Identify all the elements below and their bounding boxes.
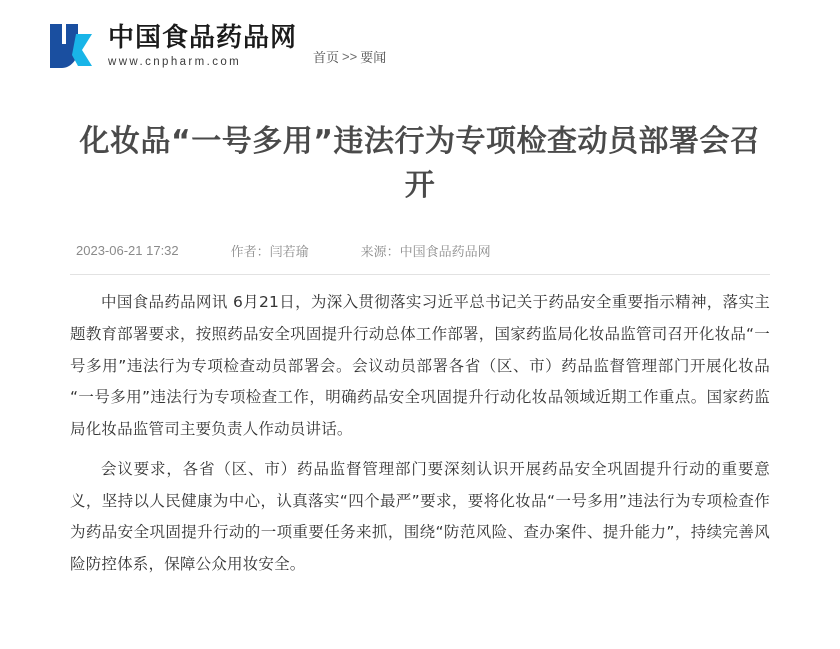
article-meta xyxy=(70,241,770,260)
article-paragraph: 中国食品药品网讯 6月21日，为深入贯彻落实习近平总书记关于药品安全重要指示精神，落实主题教育部署要求，按照药品安全巩固提升行动总体工作部署，国家药监局化妆品监管司召开化妆品“一号多用”违法行为专项检查动员部署会。会议动员部署各省（区、市）药品监督管理部门开展化妆品“一号多用”违法行为专项检查工作，明确药品安全巩固提升行动化妆品领域近期工作重点。国家药监局化妆品监管司主要负责人作动员讲话。 xyxy=(70,293,770,439)
cnpharm-logo-icon xyxy=(46,20,98,72)
brand-name: 中国食品药品网 xyxy=(108,22,298,53)
article-paragraph: 会议要求，各省（区、市）药品监督管理部门要深刻认识开展药品安全巩固提升行动的重要意义，坚持以人民健康为中心，认真落实“四个最严”要求，要将化妆品“一号多用”违法行为专项检查作为药品安全巩固提升行动的一项重要任务来抓，围绕“防范风险、查办案件、提升能力”，持续完善风险防控体系，保障公众用妆安全。 xyxy=(70,459,770,574)
breadcrumb-item-home[interactable]: 首页 xyxy=(313,50,340,65)
article-body xyxy=(70,275,770,581)
article-meta-wrap xyxy=(70,241,770,275)
brand-url: www.cnpharm.com xyxy=(108,56,242,69)
source: 来源：中国食品药品网 xyxy=(360,244,491,259)
site-brand[interactable] xyxy=(46,20,297,72)
publish-date: 2023-06-21 17:32 xyxy=(76,243,179,258)
breadcrumb xyxy=(313,47,386,66)
site-header xyxy=(0,0,840,72)
article xyxy=(70,72,770,581)
page-title: 化妆品“一号多用”违法行为专项检查动员部署会召开 xyxy=(79,124,761,203)
breadcrumb-separator: >> xyxy=(342,49,358,64)
author: 作者：闫若瑜 xyxy=(230,244,309,259)
breadcrumb-item-current[interactable]: 要闻 xyxy=(360,50,387,65)
